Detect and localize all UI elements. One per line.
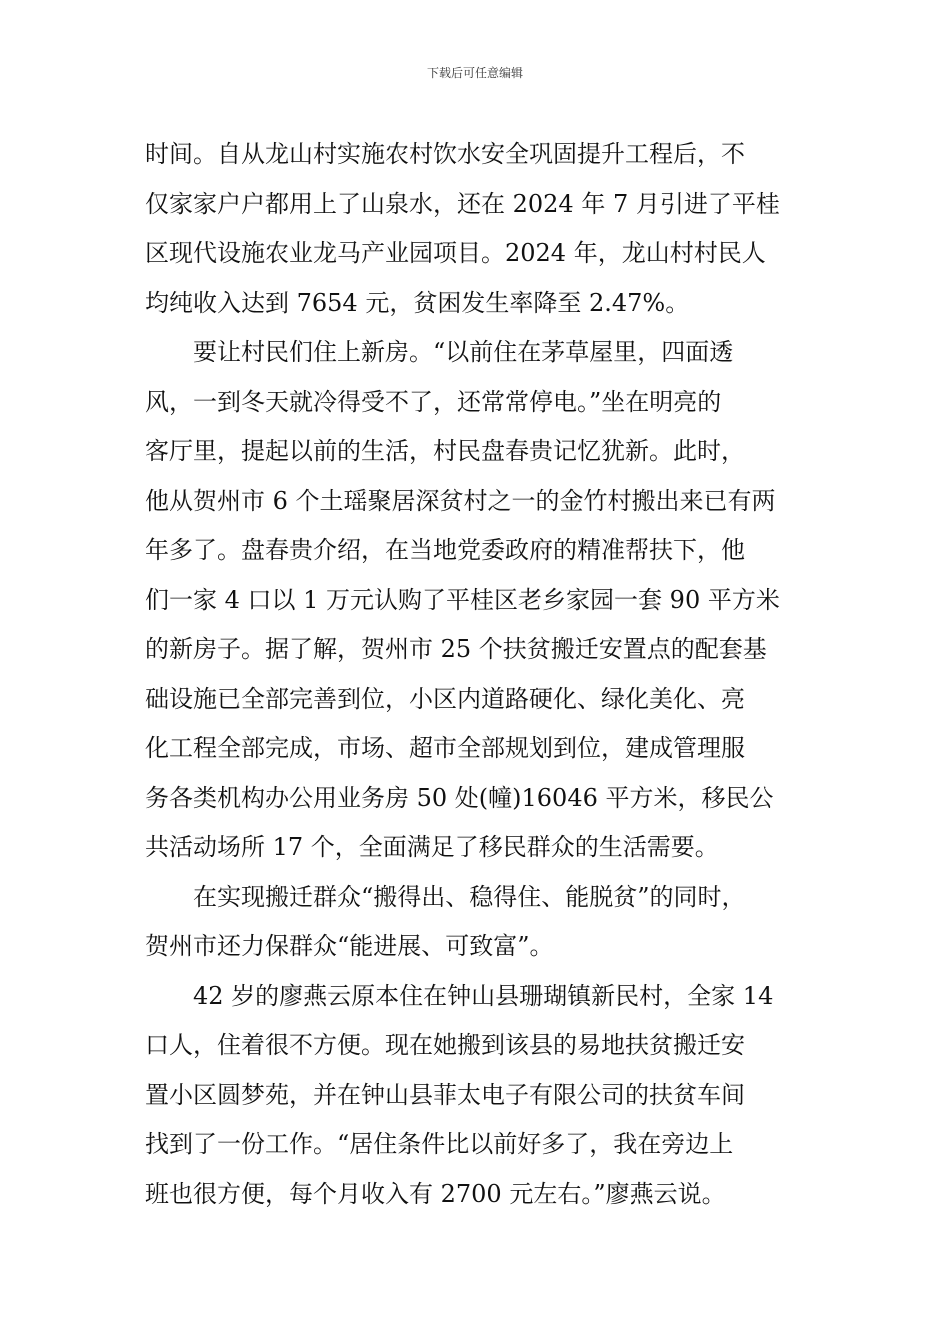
text-line: 在实现搬迁群众“搬得出、稳得住、能脱贫”的同时， (193, 882, 746, 911)
text-line: 们一家 4 口以 1 万元认购了平桂区老乡家园一套 90 平方米 (145, 585, 780, 614)
text-line: 他从贺州市 6 个土瑶聚居深贫村之一的金竹村搬出来已有两 (145, 486, 776, 515)
text-line: 仅家家户户都用上了山泉水，还在 2024 年 7 月引进了平桂 (145, 189, 780, 218)
text-line: 共活动场所 17 个，全面满足了移民群众的生活需要。 (145, 833, 719, 861)
text-line: 置小区圆梦苑，并在钟山县菲太电子有限公司的扶贫车间 (145, 1080, 745, 1109)
text-line: 42 岁的廖燕云原本住在钟山县珊瑚镇新民村，全家 14 (193, 981, 774, 1010)
paragraph-2 (145, 328, 825, 873)
paragraph-4 (145, 972, 825, 1220)
text-line: 找到了一份工作。“居住条件比以前好多了，我在旁边上 (145, 1130, 734, 1158)
text-line: 础设施已全部完善到位，小区内道路硬化、绿化美化、亮 (145, 684, 745, 713)
page-header: 下载后可任意编辑 (426, 66, 523, 80)
text-line: 班也很方便，每个月收入有 2700 元左右。”廖燕云说。 (145, 1179, 726, 1208)
text-line: 风，一到冬天就冷得受不了，还常常停电。”坐在明亮的 (145, 387, 722, 416)
text-line: 均纯收入达到 7654 元，贫困发生率降至 2.47%。 (145, 288, 690, 317)
paragraph-1 (145, 130, 825, 328)
text-line: 务各类机构办公用业务房 50 处(幢)16046 平方米，移民公 (145, 783, 774, 812)
text-line: 贺州市还力保群众“能进展、可致富”。 (145, 932, 554, 960)
text-line: 客厅里，提起以前的生活，村民盘春贵记忆犹新。此时， (145, 437, 745, 465)
paragraph-3 (145, 873, 825, 972)
text-line: 区现代设施农业龙马产业园项目。2024 年，龙山村村民人 (145, 239, 766, 267)
text-line: 的新房子。据了解，贺州市 25 个扶贫搬迁安置点的配套基 (145, 635, 767, 663)
text-line: 要让村民们住上新房。“以前住在茅草屋里，四面透 (193, 338, 734, 366)
document-body (145, 130, 825, 1219)
text-line: 化工程全部完成，市场、超市全部规划到位，建成管理服 (145, 734, 745, 762)
text-line: 口人，住着很不方便。现在她搬到该县的易地扶贫搬迁安 (145, 1031, 745, 1059)
text-line: 年多了。盘春贵介绍，在当地党委政府的精准帮扶下，他 (145, 536, 745, 564)
text-line: 时间。自从龙山村实施农村饮水安全巩固提升工程后，不 (145, 140, 745, 168)
